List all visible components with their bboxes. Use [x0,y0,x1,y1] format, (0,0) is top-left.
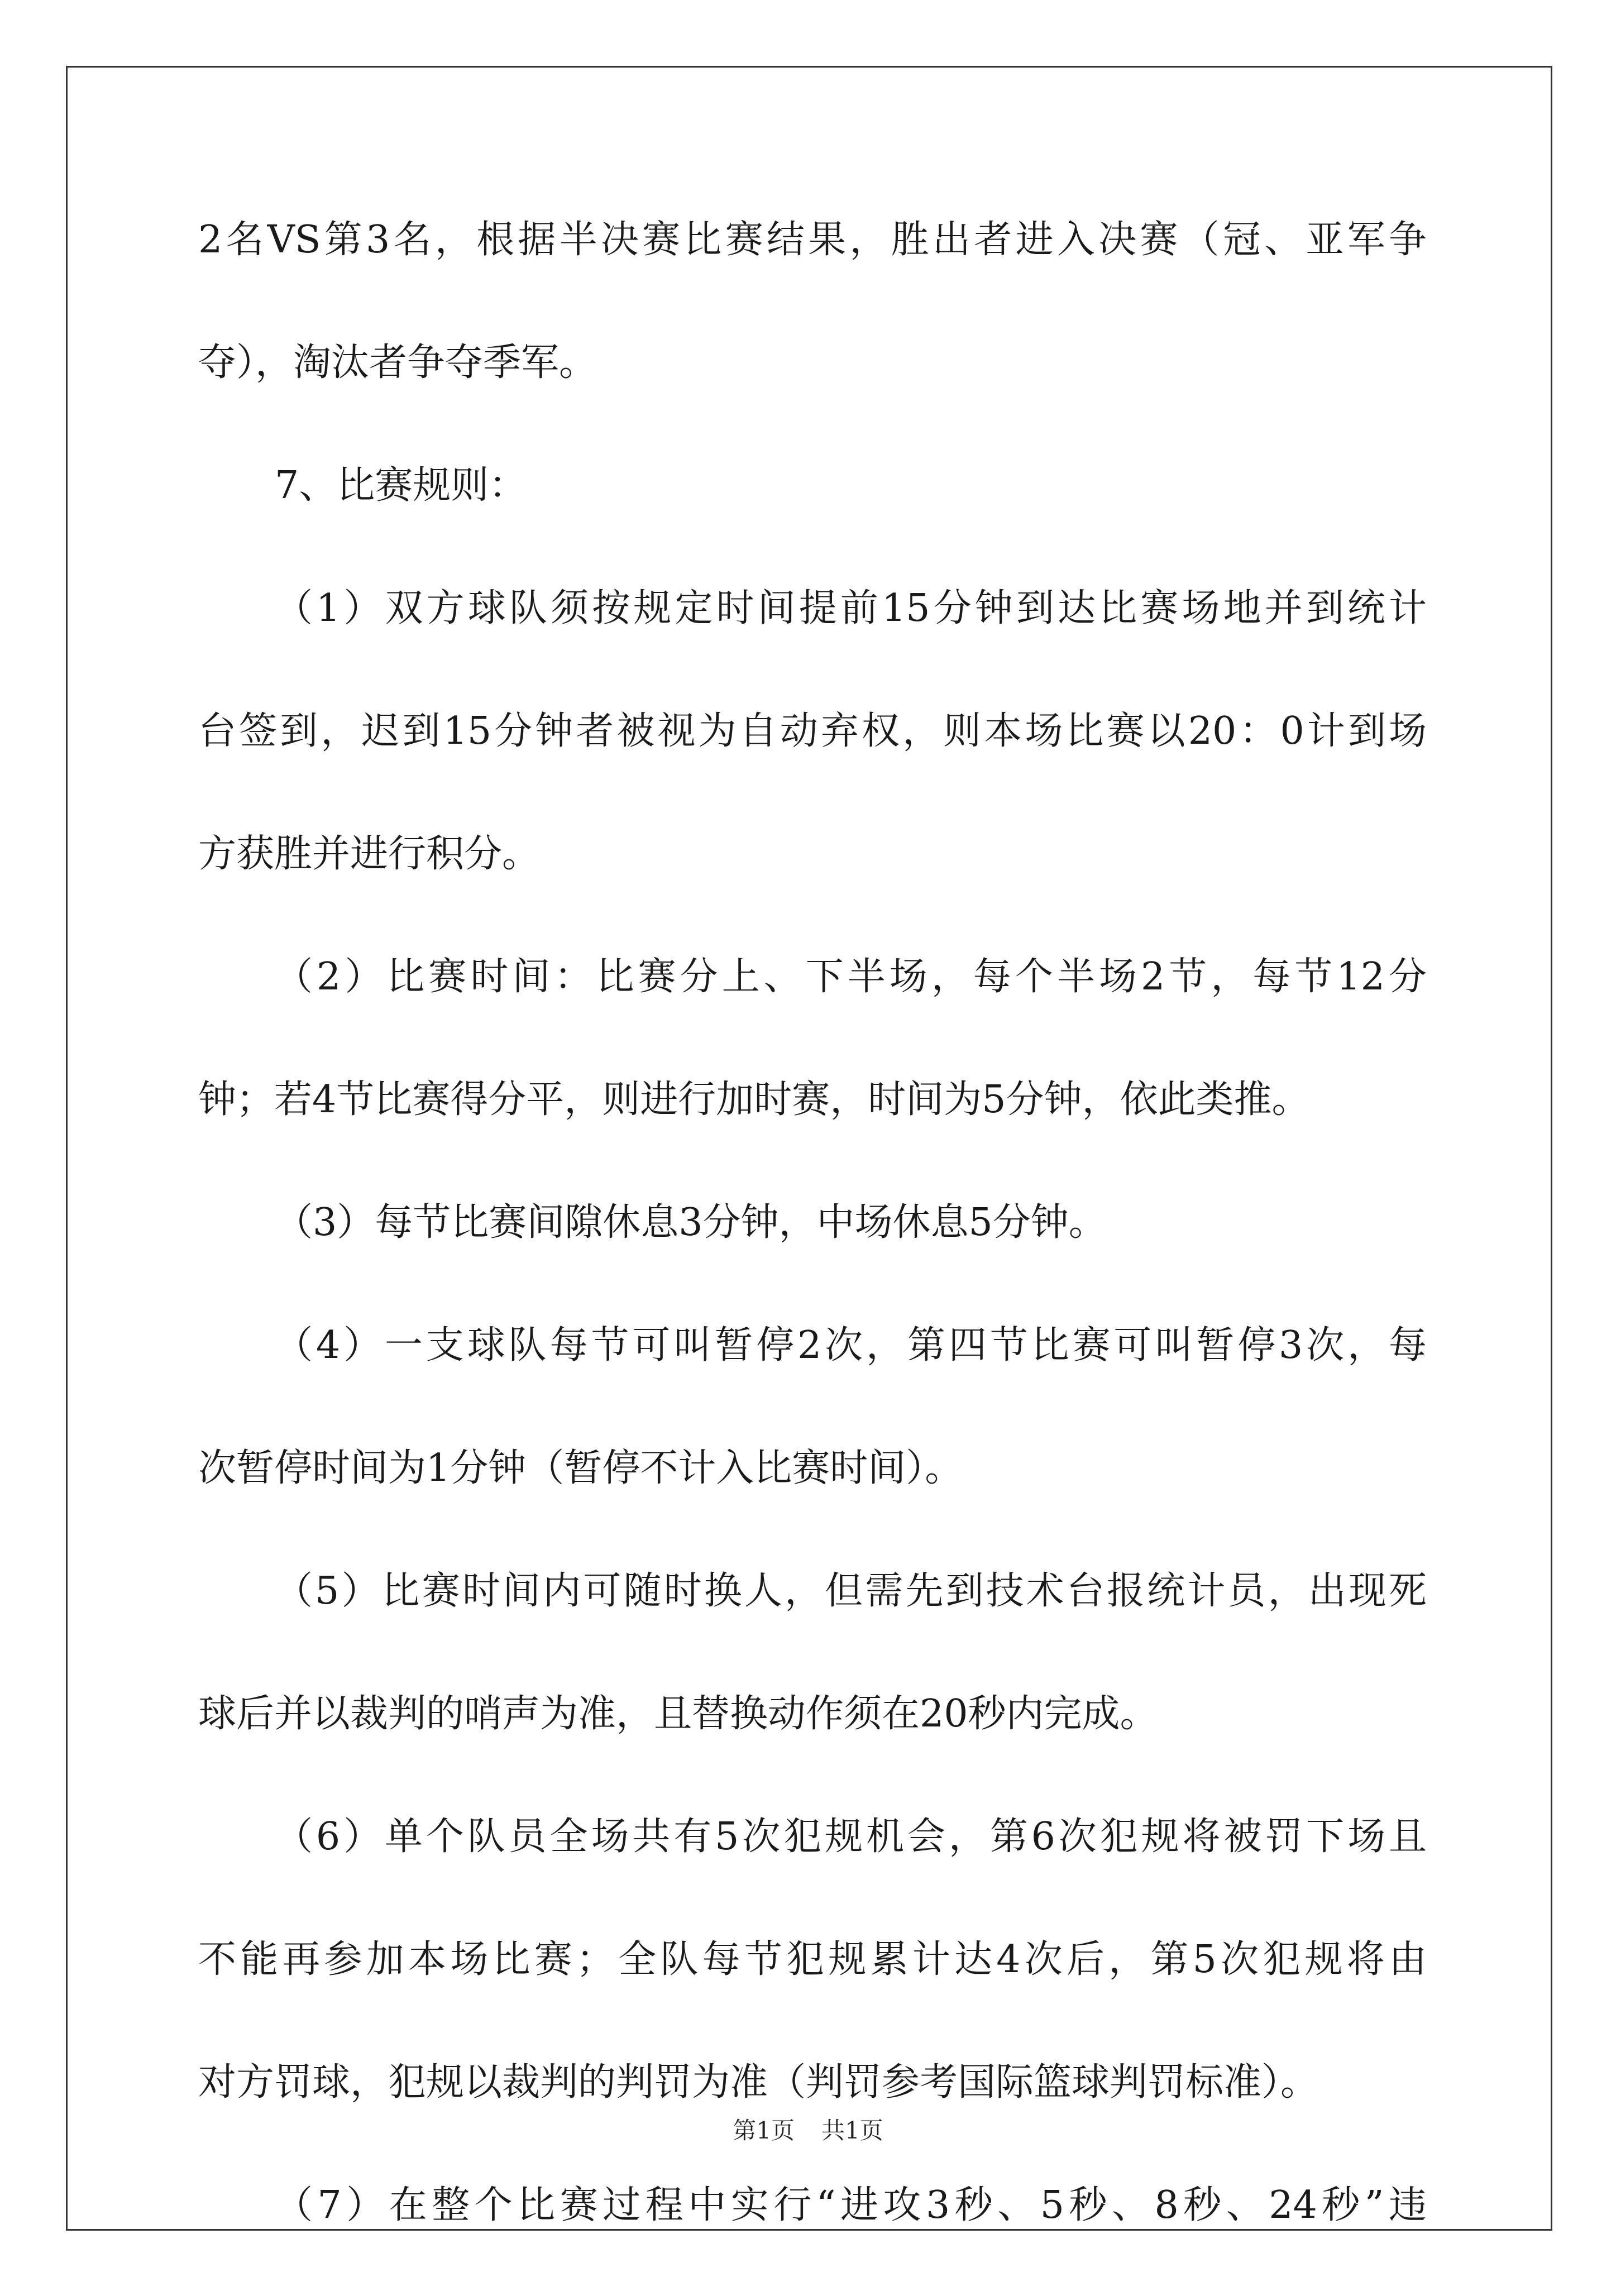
document-body [198,208,1427,2296]
text-line: 钟；若4节比赛得分平，则进行加时赛，时间为5分钟，依此类推。 [198,1078,1310,1122]
text-line: （3）每节比赛间隙休息3分钟，中场休息5分钟。 [275,1200,1107,1245]
text-line: 夺），淘汰者争夺季军。 [198,341,597,385]
text-line: 2名VS第3名，根据半决赛比赛结果，胜出者进入决赛（冠、亚军争 [198,218,1427,262]
page-footer [0,2112,1616,2146]
text-line: 球后并以裁判的哨声为准，且替换动作须在20秒内完成。 [198,1692,1158,1736]
text-line: 次暂停时间为1分钟（暂停不计入比赛时间）。 [198,1446,963,1490]
page-total: 共1页 [821,2117,883,2144]
text-line: （4）一支球队每节可叫暂停2次，第四节比赛可叫暂停3次，每 [275,1323,1427,1367]
text-line: 不能再参加本场比赛；全队每节犯规累计达4次后，第5次犯规将由 [198,1938,1427,1982]
text-line: 7、比赛规则： [275,463,527,508]
text-line: 台签到，迟到15分钟者被视为自动弃权，则本场比赛以20：0计到场 [198,709,1427,753]
page-number: 第1页 [733,2117,795,2144]
text-line: （1）双方球队须按规定时间提前15分钟到达比赛场地并到统计 [275,586,1427,630]
text-line: （6）单个队员全场共有5次犯规机会，第6次犯规将被罚下场且 [275,1815,1427,1859]
text-line: 对方罚球，犯规以裁判的判罚为准（判罚参考国际篮球判罚标准）。 [198,2060,1319,2104]
text-line: （2）比赛时间：比赛分上、下半场，每个半场2节，每节12分 [275,955,1427,999]
text-line: 方获胜并进行积分。 [198,832,541,876]
text-line: （7）在整个比赛过程中实行“进攻3秒、5秒、8秒、24秒”违 [275,2183,1427,2227]
text-line: （5）比赛时间内可随时换人，但需先到技术台报统计员，出现死 [275,1569,1427,1613]
